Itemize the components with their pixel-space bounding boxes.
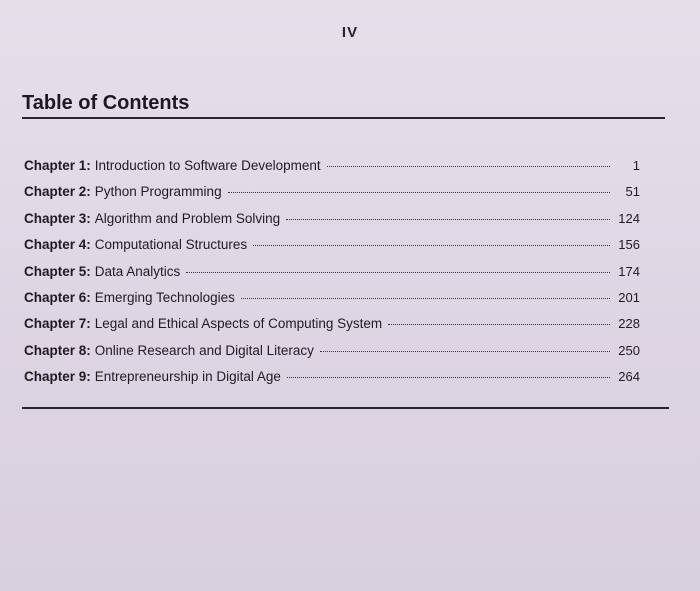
dot-leader: [287, 377, 610, 378]
chapter-label: Chapter 9:: [24, 369, 91, 385]
dot-leader: [327, 166, 610, 167]
toc-heading: Table of Contents: [22, 92, 190, 114]
page-number: IV: [341, 24, 359, 41]
chapter-title: Legal and Ethical Aspects of Computing System: [94, 316, 383, 332]
chapter-label: Chapter 3:: [24, 210, 91, 226]
toc-list: [24, 158, 640, 396]
toc-entry-chapter-9: [24, 369, 640, 395]
chapter-label: Chapter 7:: [24, 316, 91, 332]
toc-entry-chapter-1: [24, 158, 640, 184]
chapter-title: Data Analytics: [94, 263, 181, 279]
chapter-title: Introduction to Software Development: [94, 158, 321, 173]
dot-leader: [253, 245, 610, 246]
chapter-page-number: 174: [618, 263, 640, 279]
chapter-page-number: 250: [618, 342, 640, 358]
toc-entry-chapter-3: [24, 211, 640, 237]
chapter-page-number: 124: [618, 210, 640, 226]
chapter-title: Computational Structures: [94, 237, 248, 253]
chapter-title: Python Programming: [94, 184, 222, 200]
dot-leader: [241, 298, 610, 299]
chapter-page-number: 51: [625, 184, 640, 200]
chapter-title: Algorithm and Problem Solving: [94, 210, 281, 226]
chapter-title: Emerging Technologies: [94, 289, 235, 305]
chapter-title: Online Research and Digital Literacy: [94, 342, 314, 358]
chapter-label: Chapter 6:: [24, 289, 91, 305]
footer-rule: [22, 407, 669, 409]
heading-rule: [22, 117, 665, 119]
dot-leader: [388, 324, 610, 325]
chapter-label: Chapter 5:: [24, 263, 91, 279]
toc-entry-chapter-7: [24, 316, 640, 342]
toc-entry-chapter-4: [24, 237, 640, 263]
toc-entry-chapter-2: [24, 184, 640, 210]
chapter-label: Chapter 4:: [24, 237, 91, 253]
chapter-label: Chapter 1:: [24, 158, 91, 173]
chapter-label: Chapter 8:: [24, 342, 91, 358]
chapter-page-number: 156: [618, 237, 640, 253]
dot-leader: [320, 351, 610, 352]
dot-leader: [228, 192, 610, 193]
toc-entry-chapter-6: [24, 290, 640, 316]
dot-leader: [186, 272, 610, 273]
chapter-page-number: 264: [618, 369, 640, 385]
chapter-title: Entrepreneurship in Digital Age: [94, 369, 281, 385]
chapter-page-number: 1: [632, 158, 640, 173]
chapter-label: Chapter 2:: [24, 184, 91, 200]
chapter-page-number: 201: [618, 289, 640, 305]
toc-entry-chapter-5: [24, 264, 640, 290]
chapter-page-number: 228: [618, 316, 640, 332]
dot-leader: [286, 219, 610, 220]
toc-entry-chapter-8: [24, 343, 640, 369]
